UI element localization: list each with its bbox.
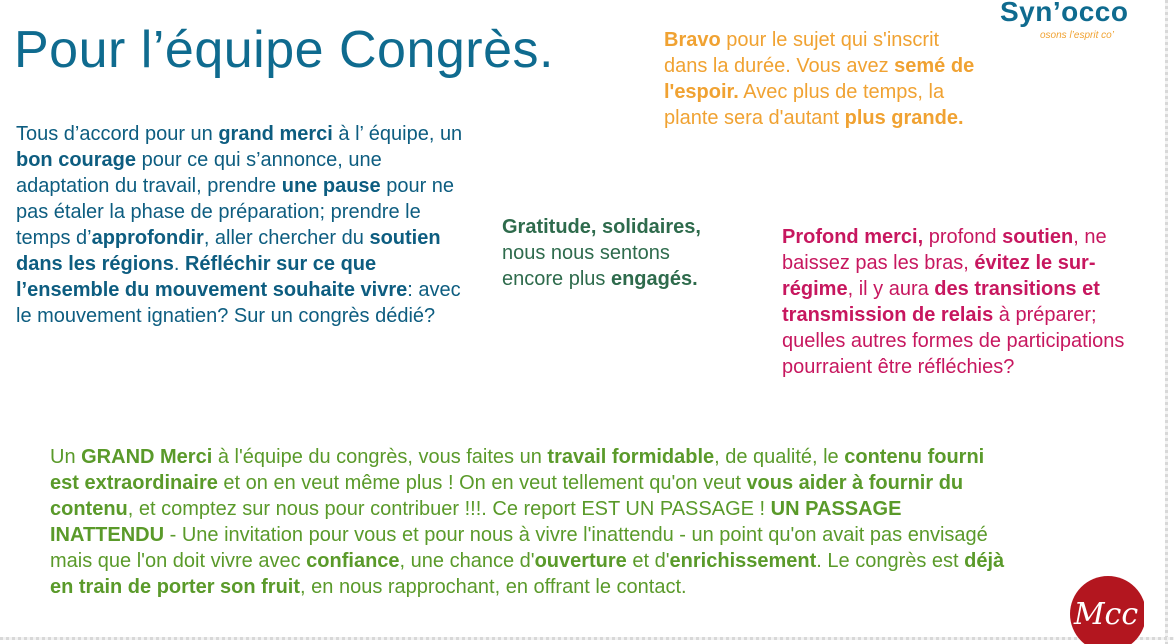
block5-segment: ouverture [534,550,627,572]
block1-segment: pour ne pas étaler la phase de préparation; prendre le temps d’ [16,175,455,249]
block2-segment: Avec plus de temps, la plante sera d'autant [664,81,945,129]
block5-segment: vous aider à fournir du contenu [50,472,964,520]
block5-segment: , de qualité, le [714,446,845,468]
block5-segment: UN PASSAGE INATTENDU [50,498,902,546]
block1-segment: approfondir [91,227,204,249]
block5-segment: Un [50,446,82,468]
block1-segment: Réfléchir sur ce que l’ensemble du mouvement souhaite vivre [16,253,408,301]
block5-segment: confiance [306,550,400,572]
block5-segment: et on en veut même plus ! On en veut tellement qu'on veut [217,472,747,494]
block2-segment: pour le sujet qui s'inscrit dans la durée. Vous avez [664,29,940,77]
page-title: Pour l’équipe Congrès. [14,21,554,79]
block4-segment: , il y aura [847,278,935,300]
comment-block-darkgreen [502,214,702,292]
block3-segment: Gratitude, solidaires, [502,216,701,238]
block1-segment: une pause [281,175,381,197]
block5-segment: et d' [626,550,670,572]
block3-segment: nous nous sentons encore plus [502,242,670,290]
block5-segment: déjà en train de porter son fruit [50,550,1005,598]
comment-block-blue [16,121,466,329]
block2-segment: semé de l'espoir. [664,55,975,103]
block1-segment: , aller chercher du [203,227,370,249]
block4-segment: soutien [1002,226,1074,248]
block4-segment: évitez le sur-régime [782,252,1096,300]
block1-segment: . [173,253,185,275]
block5-segment: - Une invitation pour vous et pour nous à vivre l'inattendu - un point qu'on avait pas envisagé mais que l'on doit vivre avec [50,524,988,572]
block5-segment: , une chance d' [399,550,535,572]
comment-block-magenta [782,224,1132,380]
block4-segment: , ne baissez pas les bras, [782,226,1107,274]
block1-segment: bon courage [16,149,137,171]
logo-tagline: osons l’esprit co’ [1040,30,1114,41]
logo-name: Syn’occo [1000,0,1129,27]
block1-segment: Tous d’accord pour un [16,123,219,145]
mcc-badge-logo [1066,572,1144,644]
block5-segment: enrichissement [669,550,817,572]
block1-segment: grand merci [218,123,333,145]
block2-segment: Bravo [664,29,721,51]
block5-segment: contenu fourni est extraordinaire [50,446,985,494]
block5-segment: GRAND Merci [81,446,213,468]
block2-segment: plus grande. [844,107,964,129]
block4-segment: à préparer; quelles autres formes de participations pourraient être réfléchies? [782,304,1125,378]
block1-segment: soutien dans les régions [16,227,441,275]
block1-segment: à l’ équipe, un [332,123,463,145]
page-edge-right [1165,0,1168,644]
block3-segment: engagés. [610,268,698,290]
block5-segment: , en nous rapprochant, en offrant le contact. [300,576,687,598]
comment-block-orange [664,27,984,131]
page-edge-bottom [0,637,1174,640]
block5-segment: à l'équipe du congrès, vous faites un [212,446,548,468]
block1-segment: pour ce qui s’annonce, une adaptation du travail, prendre [16,149,382,197]
block4-segment: des transitions et transmission de relais [782,278,1100,326]
comment-block-green [50,444,1010,600]
block4-segment: profond [923,226,1003,248]
mcc-badge-text: Mcc [1073,597,1139,632]
block5-segment: travail formidable [547,446,715,468]
synocco-logo [996,0,1146,44]
block5-segment: . Le congrès est [816,550,965,572]
block4-segment: Profond merci, [782,226,924,248]
block5-segment: , et comptez sur nous pour contribuer !!!. Ce report EST UN PASSAGE ! [127,498,771,520]
block1-segment: : avec le mouvement ignatien? Sur un congrès dédié? [16,279,461,327]
